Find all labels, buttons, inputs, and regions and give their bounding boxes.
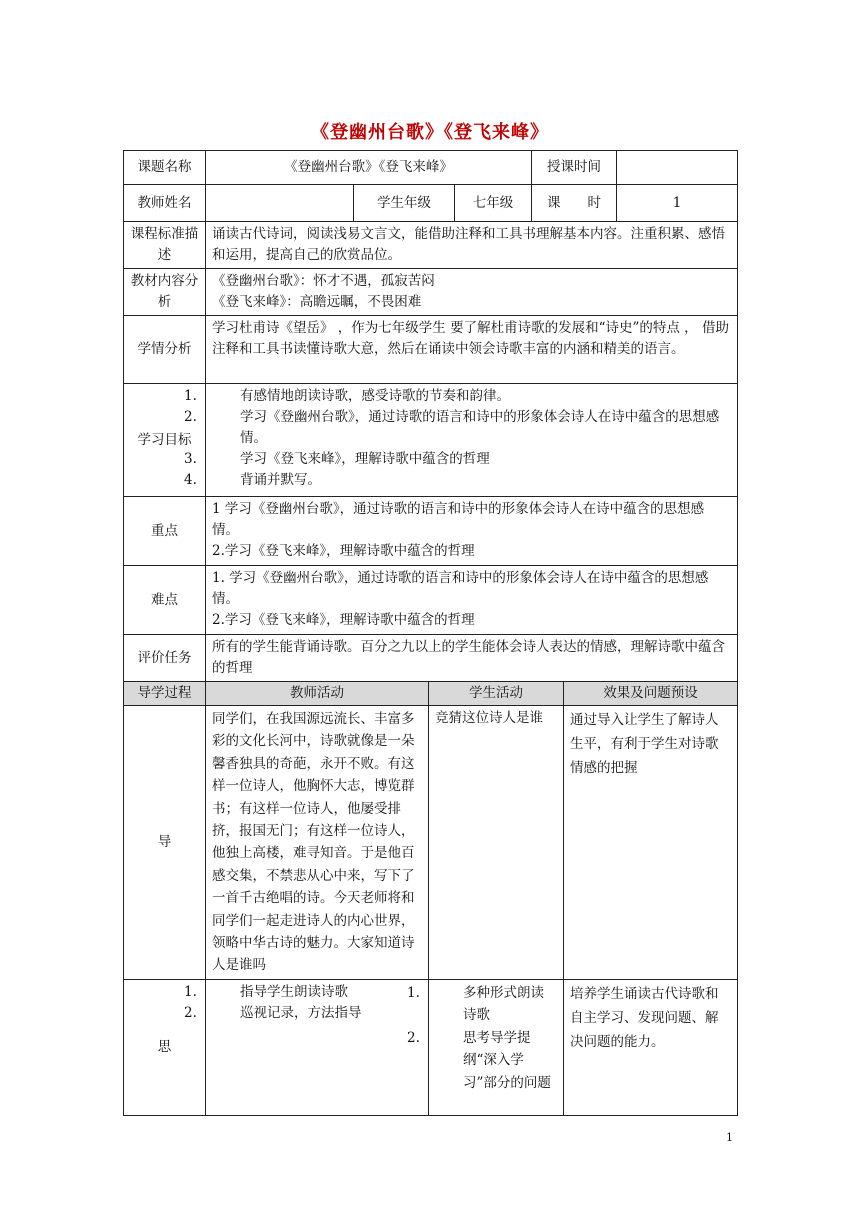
row-difficulties xyxy=(124,566,738,635)
student-step: 1. 多种形式朗读诗歌 xyxy=(407,984,544,1024)
dao-effect: 通过导入让学生了解诗人生平，有利于学生对诗歌情感的把握 xyxy=(564,706,738,980)
student-analysis-label: 学情分析 xyxy=(124,316,206,384)
teacher-step: 2. 巡视记录，方法指导 xyxy=(184,1004,362,1021)
teacher-step: 1. 指导学生朗读诗歌 xyxy=(184,983,348,1000)
key-points-value: 1 学习《登幽州台歌》，通过诗歌的语言和诗中的形象体会诗人在诗中蕴含的思想感情。 2.学习《登飞来峰》，理解诗歌中蕴含的哲理 xyxy=(206,497,738,566)
row-material-analysis xyxy=(124,269,738,316)
objective-item: 1. 有感情地朗读诗歌，感受诗歌的节奏和韵律。 xyxy=(184,388,510,404)
header-student-activity: 学生活动 xyxy=(429,682,564,706)
row-curriculum-standard xyxy=(124,222,738,269)
row-teacher xyxy=(124,185,738,222)
objective-item: 3. 学习《登飞来峰》，理解诗歌中蕴含的哲理 xyxy=(184,451,490,467)
header-effect: 效果及问题预设 xyxy=(564,682,738,706)
si-effect: 培养学生诵读古代诗歌和自主学习、发现问题、解决问题的能力。 xyxy=(564,979,738,1115)
dao-label: 导 xyxy=(124,706,206,980)
evaluation-label: 评价任务 xyxy=(124,635,206,682)
objective-item: 2. 学习《登幽州台歌》，通过诗歌的语言和诗中的形象体会诗人在诗中蕴含的思想感情。 xyxy=(184,409,720,446)
key-points-label: 重点 xyxy=(124,497,206,566)
row-evaluation xyxy=(124,635,738,682)
header-teacher-activity: 教师活动 xyxy=(206,682,429,706)
learning-objectives-label: 学习目标 xyxy=(124,384,206,497)
curriculum-standard-label: 课程标准描述 xyxy=(124,222,206,269)
row-learning-objectives xyxy=(124,384,738,497)
student-step: 2. 思考导学提纲“深入学习”部分的问题 xyxy=(407,1029,551,1091)
material-analysis-label: 教材内容分析 xyxy=(124,269,206,316)
dao-teacher-activity: 同学们，在我国源远流长、丰富多彩的文化长河中，诗歌就像是一朵馨香独具的奇葩，永开不败。有这样一位诗人，他胸怀大志，博览群书；有这样一位诗人，他屡受排挤，报国无门；有这样一位诗人，他独上高楼，难寻知音。于是他百感交集，不禁悲从心中来，写下了一首千古绝唱的诗。今天老师将和同学们一起走进诗人的内心世界，领略中华古诗的魅力。大家知道诗人是谁吗 xyxy=(206,706,429,980)
teacher-name-value xyxy=(206,185,354,222)
row-si xyxy=(124,979,738,1115)
grade-label: 学生年级 xyxy=(354,185,455,222)
si-student-activity xyxy=(407,979,564,1115)
dao-student-activity: 竞猜这位诗人是谁 xyxy=(429,706,564,980)
evaluation-value: 所有的学生能背诵诗歌。百分之九以上的学生能体会诗人表达的情感，理解诗歌中蕴含的哲理 xyxy=(206,635,738,682)
difficulties-value: 1. 学习《登幽州台歌》，通过诗歌的语言和诗中的形象体会诗人在诗中蕴含的思想感情。 2.学习《登飞来峰》，理解诗歌中蕴含的哲理 xyxy=(206,566,738,635)
curriculum-standard-value: 诵读古代诗词，阅读浅易文言文，能借助注释和工具书理解基本内容。注重积累、感悟和运用，提高自己的欣赏品位。 xyxy=(206,222,738,269)
lesson-time-label: 授课时间 xyxy=(532,151,617,185)
row-dao xyxy=(124,706,738,980)
row-course-name xyxy=(124,151,738,185)
hours-value: 1 xyxy=(617,185,738,222)
process-header-row xyxy=(124,682,738,706)
hours-label: 课 时 xyxy=(532,185,617,222)
teacher-name-label: 教师姓名 xyxy=(124,185,206,222)
student-analysis-value: 学习杜甫诗《望岳》 ，作为七年级学生 要了解杜甫诗歌的发展和“诗史”的特点 ， 借助注释和工具书读懂诗歌大意，然后在诵读中领会诗歌丰富的内涵和精美的语言。 xyxy=(206,316,738,384)
grade-value: 七年级 xyxy=(455,185,532,222)
difficulties-label: 难点 xyxy=(124,566,206,635)
row-key-points xyxy=(124,497,738,566)
page-number: 1 xyxy=(726,1131,733,1144)
row-student-analysis xyxy=(124,316,738,384)
course-name-label: 课题名称 xyxy=(124,151,206,185)
si-teacher-activity xyxy=(184,979,429,1115)
objective-item: 4. 背诵并默写。 xyxy=(184,472,321,488)
material-line-2: 《登飞来峰》：高瞻远瞩，不畏困难 xyxy=(212,294,422,310)
course-name-value: 《登幽州台歌》《登飞来峰》 xyxy=(206,151,532,185)
si-label: 思 xyxy=(124,979,206,1115)
lesson-plan-table xyxy=(123,150,738,1116)
learning-objectives-list xyxy=(184,384,738,497)
material-analysis-value xyxy=(206,269,738,316)
header-process: 导学过程 xyxy=(124,682,206,706)
material-line-1: 《登幽州台歌》：怀才不遇，孤寂苦闷 xyxy=(212,273,435,289)
document-title: 《登幽州台歌》《登飞来峰》 xyxy=(311,122,549,143)
lesson-time-value xyxy=(617,151,738,185)
